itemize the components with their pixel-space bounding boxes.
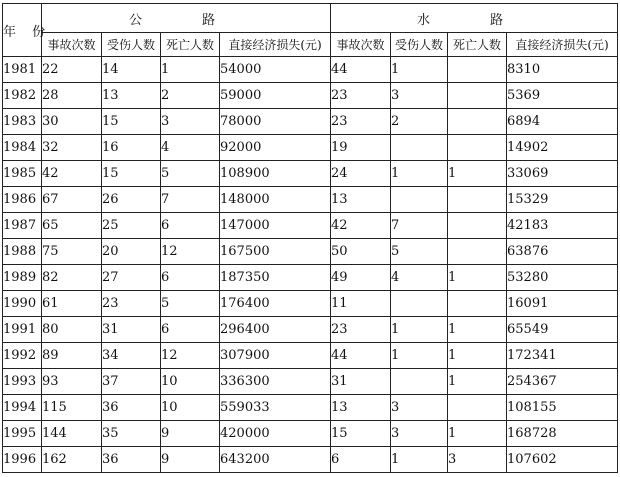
- road-accidents-cell: 67: [42, 187, 102, 213]
- water-injured-cell: [391, 369, 448, 395]
- road-col-accidents-header: 事故次数: [42, 33, 102, 57]
- year-cell: 1986: [3, 187, 42, 213]
- road-accidents-cell: 28: [42, 83, 102, 109]
- water-injured-cell: 3: [391, 421, 448, 447]
- table-container: [2, 3, 617, 473]
- water-injured-cell: 2: [391, 109, 448, 135]
- road-accidents-cell: 65: [42, 213, 102, 239]
- water-accidents-cell: 44: [331, 343, 391, 369]
- table-row: [3, 447, 618, 473]
- water-deaths-cell: [448, 291, 507, 317]
- table-row: [3, 265, 618, 291]
- water-injured-cell: [391, 187, 448, 213]
- road-loss-cell: 59000: [220, 83, 331, 109]
- road-injured-cell: 15: [102, 161, 161, 187]
- water-injured-cell: 5: [391, 239, 448, 265]
- road-col-loss-header: 直接经济损失(元): [220, 33, 331, 57]
- water-injured-cell: 1: [391, 57, 448, 83]
- year-cell: 1991: [3, 317, 42, 343]
- water-deaths-cell: [448, 135, 507, 161]
- water-accidents-cell: 50: [331, 239, 391, 265]
- road-injured-cell: 25: [102, 213, 161, 239]
- road-accidents-cell: 42: [42, 161, 102, 187]
- header-row-columns: [3, 33, 618, 57]
- road-loss-cell: 147000: [220, 213, 331, 239]
- road-accidents-cell: 61: [42, 291, 102, 317]
- road-loss-cell: 296400: [220, 317, 331, 343]
- road-deaths-cell: 1: [161, 57, 220, 83]
- year-cell: 1996: [3, 447, 42, 473]
- road-deaths-cell: 6: [161, 265, 220, 291]
- road-loss-cell: 559033: [220, 395, 331, 421]
- year-cell: 1982: [3, 83, 42, 109]
- road-deaths-cell: 10: [161, 369, 220, 395]
- road-deaths-cell: 2: [161, 83, 220, 109]
- water-injured-cell: [391, 135, 448, 161]
- road-accidents-cell: 115: [42, 395, 102, 421]
- year-cell: 1989: [3, 265, 42, 291]
- road-deaths-cell: 9: [161, 447, 220, 473]
- table-row: [3, 239, 618, 265]
- road-loss-cell: 148000: [220, 187, 331, 213]
- road-loss-cell: 176400: [220, 291, 331, 317]
- road-loss-cell: 108900: [220, 161, 331, 187]
- road-deaths-cell: 6: [161, 213, 220, 239]
- water-col-injured-header: 受伤人数: [391, 33, 448, 57]
- road-accidents-cell: 80: [42, 317, 102, 343]
- water-accidents-cell: 23: [331, 109, 391, 135]
- year-cell: 1987: [3, 213, 42, 239]
- road-loss-cell: 54000: [220, 57, 331, 83]
- road-accidents-cell: 93: [42, 369, 102, 395]
- water-deaths-cell: [448, 83, 507, 109]
- water-accidents-cell: 49: [331, 265, 391, 291]
- table-row: [3, 369, 618, 395]
- water-deaths-cell: 3: [448, 447, 507, 473]
- water-loss-cell: 15329: [507, 187, 618, 213]
- year-cell: 1984: [3, 135, 42, 161]
- road-injured-cell: 13: [102, 83, 161, 109]
- accident-statistics-table: [2, 3, 618, 473]
- road-loss-cell: 92000: [220, 135, 331, 161]
- water-loss-cell: 172341: [507, 343, 618, 369]
- table-row: [3, 213, 618, 239]
- water-loss-cell: 168728: [507, 421, 618, 447]
- water-accidents-cell: 6: [331, 447, 391, 473]
- road-injured-cell: 20: [102, 239, 161, 265]
- water-accidents-cell: 23: [331, 83, 391, 109]
- road-loss-cell: 643200: [220, 447, 331, 473]
- road-deaths-cell: 9: [161, 421, 220, 447]
- water-accidents-cell: 44: [331, 57, 391, 83]
- road-accidents-cell: 75: [42, 239, 102, 265]
- road-deaths-cell: 3: [161, 109, 220, 135]
- water-accidents-cell: 31: [331, 369, 391, 395]
- road-col-injured-header: 受伤人数: [102, 33, 161, 57]
- water-loss-cell: 6894: [507, 109, 618, 135]
- water-loss-cell: 33069: [507, 161, 618, 187]
- road-accidents-cell: 89: [42, 343, 102, 369]
- road-injured-cell: 16: [102, 135, 161, 161]
- table-row: [3, 343, 618, 369]
- year-cell: 1993: [3, 369, 42, 395]
- road-injured-cell: 37: [102, 369, 161, 395]
- water-injured-cell: 7: [391, 213, 448, 239]
- table-row: [3, 421, 618, 447]
- water-deaths-cell: [448, 213, 507, 239]
- water-loss-cell: 42183: [507, 213, 618, 239]
- water-deaths-cell: 1: [448, 161, 507, 187]
- road-injured-cell: 35: [102, 421, 161, 447]
- road-injured-cell: 14: [102, 57, 161, 83]
- table-body: [3, 57, 618, 473]
- water-injured-cell: 1: [391, 343, 448, 369]
- water-deaths-cell: 1: [448, 421, 507, 447]
- water-deaths-cell: [448, 395, 507, 421]
- water-deaths-cell: [448, 187, 507, 213]
- water-loss-cell: 8310: [507, 57, 618, 83]
- road-deaths-cell: 6: [161, 317, 220, 343]
- year-cell: 1988: [3, 239, 42, 265]
- road-accidents-cell: 82: [42, 265, 102, 291]
- water-injured-cell: 1: [391, 161, 448, 187]
- road-accidents-cell: 30: [42, 109, 102, 135]
- water-injured-cell: 3: [391, 83, 448, 109]
- water-loss-cell: 53280: [507, 265, 618, 291]
- water-col-deaths-header: 死亡人数: [448, 33, 507, 57]
- road-injured-cell: 31: [102, 317, 161, 343]
- water-col-loss-header: 直接经济损失(元): [507, 33, 618, 57]
- table-row: [3, 109, 618, 135]
- water-accidents-cell: 13: [331, 395, 391, 421]
- road-injured-cell: 36: [102, 395, 161, 421]
- water-accidents-cell: 42: [331, 213, 391, 239]
- year-cell: 1992: [3, 343, 42, 369]
- road-col-deaths-header: 死亡人数: [161, 33, 220, 57]
- road-group-header: 公 路: [42, 4, 331, 33]
- water-accidents-cell: 23: [331, 317, 391, 343]
- road-deaths-cell: 10: [161, 395, 220, 421]
- water-injured-cell: 4: [391, 265, 448, 291]
- water-loss-cell: 16091: [507, 291, 618, 317]
- road-accidents-cell: 22: [42, 57, 102, 83]
- year-header: 年 份: [3, 4, 42, 57]
- road-deaths-cell: 5: [161, 291, 220, 317]
- road-loss-cell: 336300: [220, 369, 331, 395]
- water-injured-cell: 3: [391, 395, 448, 421]
- road-injured-cell: 26: [102, 187, 161, 213]
- road-loss-cell: 420000: [220, 421, 331, 447]
- road-injured-cell: 23: [102, 291, 161, 317]
- water-accidents-cell: 13: [331, 187, 391, 213]
- water-loss-cell: 107602: [507, 447, 618, 473]
- road-injured-cell: 27: [102, 265, 161, 291]
- water-deaths-cell: [448, 239, 507, 265]
- road-accidents-cell: 162: [42, 447, 102, 473]
- water-deaths-cell: [448, 57, 507, 83]
- year-cell: 1995: [3, 421, 42, 447]
- header-row-groups: [3, 4, 618, 33]
- year-cell: 1985: [3, 161, 42, 187]
- year-cell: 1994: [3, 395, 42, 421]
- water-loss-cell: 65549: [507, 317, 618, 343]
- road-loss-cell: 307900: [220, 343, 331, 369]
- road-loss-cell: 167500: [220, 239, 331, 265]
- water-loss-cell: 108155: [507, 395, 618, 421]
- table-row: [3, 291, 618, 317]
- water-accidents-cell: 19: [331, 135, 391, 161]
- water-loss-cell: 63876: [507, 239, 618, 265]
- table-row: [3, 161, 618, 187]
- table-row: [3, 317, 618, 343]
- year-cell: 1981: [3, 57, 42, 83]
- table-row: [3, 83, 618, 109]
- road-accidents-cell: 144: [42, 421, 102, 447]
- water-deaths-cell: 1: [448, 265, 507, 291]
- water-deaths-cell: 1: [448, 317, 507, 343]
- water-loss-cell: 5369: [507, 83, 618, 109]
- water-deaths-cell: 1: [448, 369, 507, 395]
- water-accidents-cell: 24: [331, 161, 391, 187]
- road-deaths-cell: 12: [161, 343, 220, 369]
- road-deaths-cell: 4: [161, 135, 220, 161]
- road-accidents-cell: 32: [42, 135, 102, 161]
- road-loss-cell: 187350: [220, 265, 331, 291]
- water-injured-cell: 1: [391, 317, 448, 343]
- table-row: [3, 395, 618, 421]
- water-loss-cell: 254367: [507, 369, 618, 395]
- water-col-accidents-header: 事故次数: [331, 33, 391, 57]
- road-injured-cell: 34: [102, 343, 161, 369]
- road-deaths-cell: 7: [161, 187, 220, 213]
- water-accidents-cell: 11: [331, 291, 391, 317]
- table-row: [3, 135, 618, 161]
- year-cell: 1983: [3, 109, 42, 135]
- water-accidents-cell: 15: [331, 421, 391, 447]
- road-injured-cell: 36: [102, 447, 161, 473]
- water-group-header: 水 路: [331, 4, 618, 33]
- water-injured-cell: 1: [391, 447, 448, 473]
- table-row: [3, 57, 618, 83]
- road-deaths-cell: 12: [161, 239, 220, 265]
- year-cell: 1990: [3, 291, 42, 317]
- table-row: [3, 187, 618, 213]
- road-deaths-cell: 5: [161, 161, 220, 187]
- water-loss-cell: 14902: [507, 135, 618, 161]
- water-injured-cell: [391, 291, 448, 317]
- road-loss-cell: 78000: [220, 109, 331, 135]
- road-injured-cell: 15: [102, 109, 161, 135]
- water-deaths-cell: [448, 109, 507, 135]
- water-deaths-cell: 1: [448, 343, 507, 369]
